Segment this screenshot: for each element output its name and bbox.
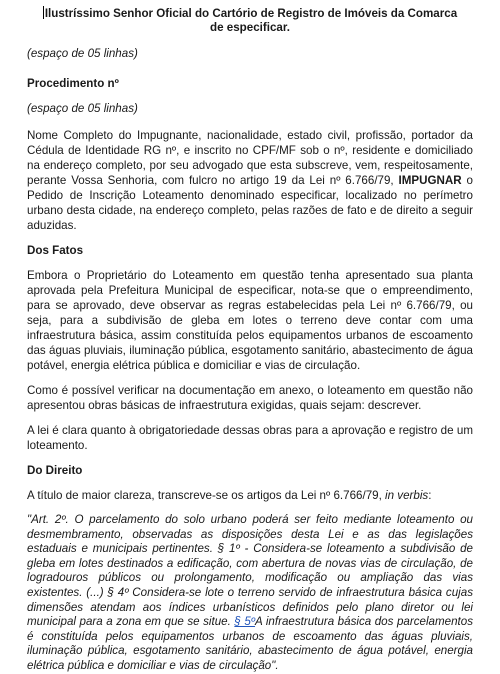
- impugnar-keyword: IMPUGNAR: [398, 174, 462, 187]
- direito-intro-paragraph: A título de maior clareza, transcreve-se os artigos da Lei nº 6.766/79, in verbis:: [27, 489, 432, 502]
- title-line-1: Ilustríssimo Senhor Oficial do Cartório de Registro de Imóveis da Comarca: [44, 7, 458, 20]
- procedimento-heading: Procedimento nº: [27, 77, 119, 90]
- paragraph-5-link[interactable]: § 5º: [234, 615, 256, 629]
- direito-heading: Do Direito: [27, 464, 83, 477]
- spacing-note-1: (espaço de 05 linhas): [27, 47, 138, 60]
- spacing-note-2: (espaço de 05 linhas): [27, 102, 138, 115]
- law-quote: "Art. 2º. O parcelamento do solo urbano poderá ser feito mediante loteamento ou desmembramento, observadas as disposições desta Lei e as das legislações estaduais e municipais pertinentes. § 1º - Considera-se loteamento a subdivisão de gleba em lotes destinados a edificação, com abertura de novas vias de circulação, de logradouros públicos ou prolongamento, modificação ou ampliação das vias existentes. (...) § 4º Considera-se lote o terreno servido de infraestrutura básica cujas dimensões atendam aos índices urbanísticos definidos pelo plano diretor ou lei municipal para a zona em que se situe. § 5ºA infraestrutura básica dos parcelamentos é constituída pelos equipamentos urbanos de escoamento das águas pluviais, iluminação pública, esgotamento sanitário, abastecimento de água potável, energia elétrica pública e domiciliar e vias de circulação".: [27, 513, 473, 672]
- document-title: [27, 6, 473, 35]
- title-line-2: de especificar.: [210, 21, 290, 34]
- fatos-paragraph-2: Como é possível verificar na documentação em anexo, o loteamento em questão não apresentou obras básicas de infraestrutura exigidas, quais sejam: descrever.: [27, 384, 473, 412]
- fatos-heading: Dos Fatos: [27, 244, 84, 257]
- intro-paragraph: Nome Completo do Impugnante, nacionalidade, estado civil, profissão, portador da Cédula de Identidade RG nº, e inscrito no CPF/MF sob o nº, residente e domiciliado na endereço completo, por seu advogado que esta subscreve, vem, respeitosamente, perante Vossa Senhoria, com fulcro no artigo 19 da Lei nº 6.766/79, IMPUGNAR o Pedido de Inscrição Loteamento denominado especificar, localizado no perímetro urbano desta cidade, na endereço completo, pelas razões de fato e de direito a seguir aduzidas.: [27, 129, 473, 232]
- fatos-paragraph-1: Embora o Proprietário do Loteamento em questão tenha apresentado sua planta aprovada pela Prefeitura Municipal de especificar, nota-se que o empreendimento, para se aprovado, deve observar as regras estabelecidas pela Lei nº 6.766/79, ou seja, para a subdivisão de gleba em lotes o terreno deve contar com uma infraestrutura básica, assim constituída pelos equipamentos urbanos de escoamento das águas pluviais, iluminação pública, esgotamento sanitário, abastecimento de água potável, energia elétrica pública e domiciliar e vias de circulação.: [27, 269, 473, 372]
- text-cursor: [43, 6, 44, 19]
- document-page: [27, 6, 473, 674]
- fatos-paragraph-3: A lei é clara quanto à obrigatoriedade dessas obras para a aprovação e registro de um loteamento.: [27, 424, 473, 452]
